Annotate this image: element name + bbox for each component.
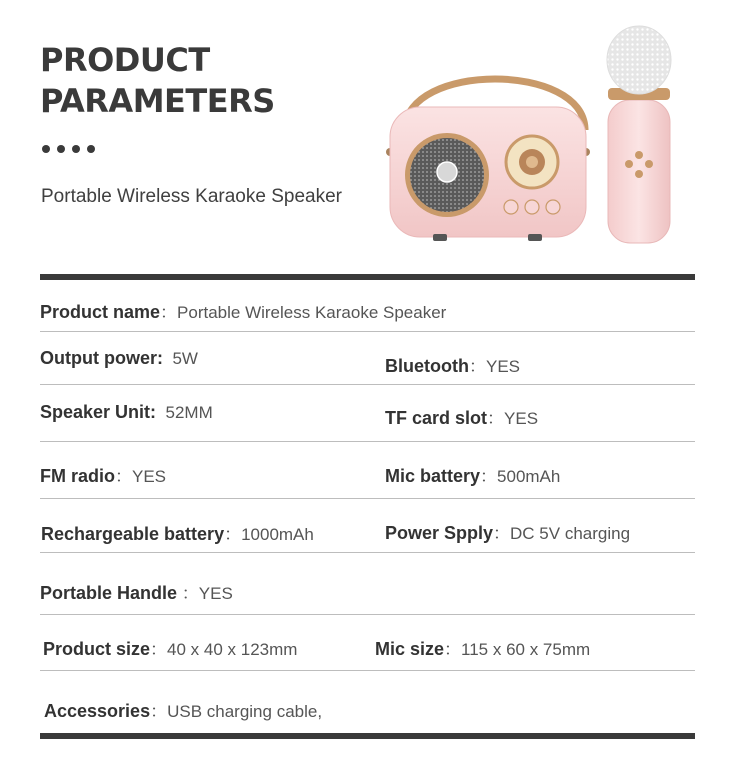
spec-mic-size [375,635,590,660]
spec-label: Product size [43,639,151,659]
spec-label: Power Spply [385,523,494,543]
spec-value: DC 5V charging [510,524,631,543]
spec-rechargeable-battery [41,520,314,545]
spec-value: YES [198,584,233,603]
dot [42,145,50,153]
row-divider [40,384,695,385]
spec-separator: ： [480,467,498,486]
spec-product-name [40,298,446,323]
spec-value: 115 x 60 x 75mm [461,640,591,659]
spec-output-power [40,348,198,369]
spec-tf-card-slot [385,404,538,429]
spec-label: Portable Handle [40,583,178,603]
row-divider [40,331,695,332]
spec-label: Output power: [40,348,163,368]
spec-accessories [44,697,322,722]
spec-label: Speaker Unit: [40,402,157,422]
spec-label: Accessories [44,701,151,721]
spec-separator: ： [468,357,486,376]
row-divider [40,552,695,553]
spec-separator: ： [177,584,199,603]
spec-value: YES [132,467,167,486]
spec-label: Mic battery [385,466,481,486]
spec-fm-radio [40,462,166,487]
spec-label: Bluetooth [385,356,469,376]
spec-portable-handle [40,579,233,604]
row-divider [40,614,695,615]
spec-value: YES [504,409,539,428]
title-line-1: PRODUCT [40,41,210,79]
spec-value: 5W [172,349,198,368]
page-title [40,40,275,122]
spec-label: Mic size [375,639,445,659]
spec-label: TF card slot [385,408,488,428]
spec-separator: ： [224,525,242,544]
row-divider [40,441,695,442]
spec-label: Product name [40,302,161,322]
spec-separator: ： [487,409,505,428]
product-image [385,22,685,247]
spec-label: FM radio [40,466,115,486]
microphone-head [607,26,671,94]
dot [57,145,65,153]
spec-value: 1000mAh [241,525,314,544]
product-subtitle: Portable Wireless Karaoke Speaker [41,186,342,207]
row-divider [40,670,695,671]
spec-bluetooth [385,352,520,377]
spec-value: 40 x 40 x 123mm [167,640,298,659]
spec-separator: ： [493,524,511,543]
spec-value: YES [485,357,521,376]
table-top-rule [40,274,695,280]
spec-label: Rechargeable battery [41,524,225,544]
decorative-dots [42,145,95,153]
row-divider [40,498,695,499]
spec-value: Portable Wireless Karaoke Speaker [177,303,447,322]
table-bottom-rule [40,733,695,739]
spec-separator: ： [150,640,168,659]
dot [72,145,80,153]
spec-product-size [43,635,297,660]
spec-value: 500mAh [497,467,561,486]
speaker-button [546,200,560,214]
spec-separator: ： [150,702,168,721]
spec-separator: ： [160,303,178,322]
spec-speaker-unit [40,402,213,423]
spec-value: 52MM [165,403,213,422]
spec-value: USB charging cable, [167,702,323,721]
speaker-button [504,200,518,214]
dot [87,145,95,153]
spec-separator: ： [115,467,132,486]
speaker-button [525,200,539,214]
spec-separator: ： [444,640,462,659]
title-line-2: PARAMETERS [40,82,275,120]
spec-power-supply [385,519,630,544]
spec-mic-battery [385,462,560,487]
